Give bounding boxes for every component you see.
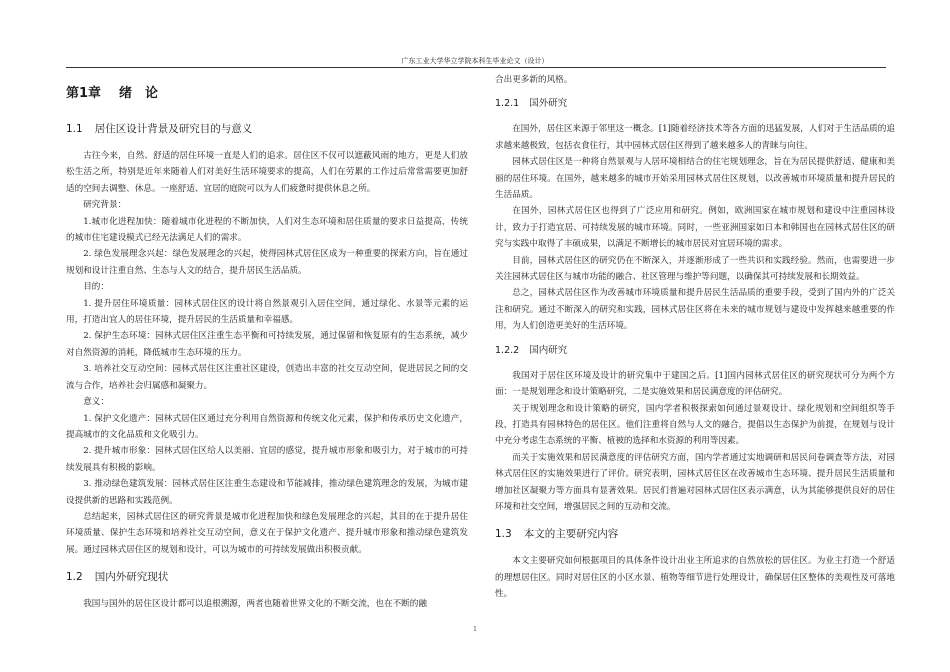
chapter-title: 绪 论 (119, 86, 159, 101)
section-title: 国内外研究现状 (94, 571, 169, 584)
section-number: 1.3 (495, 528, 512, 541)
header-rule (66, 67, 886, 68)
purpose-item-3: 3. 培养社交互动空间：园林式居住区注重社区建设，创造出丰富的社交互动空间，促进居民之间的交流与合作，培养社会归属感和凝聚力。 (66, 364, 468, 391)
section-number: 1.1 (66, 123, 83, 135)
subsection-1-2-1-heading (495, 96, 895, 112)
subsection-1-2-2-heading (495, 343, 895, 359)
meaning-item-3: 3. 推动绿色建筑发展：园林式居住区注重生态建设和节能减排，推动绿色建筑理念的发展，为城市建设提供新的思路和实践范例。 (66, 479, 468, 506)
right-column (495, 72, 895, 603)
subsection-number: 1.2.2 (495, 344, 520, 356)
section-title: 本文的主要研究内容 (523, 528, 619, 541)
main-content-paragraph: 本文主要研究如何根据项目的具体条件设计出业主所追求的自然放松的居住区。为业主打造一个舒适的理想居住区。同时对居住区的小区水景、植物等细节进行处理设计，确保居住区整体的美观性及可落地性。 (495, 556, 895, 600)
meaning-label: 意义： (83, 397, 109, 408)
continued-line: 合出更多新的风格。 (495, 75, 573, 85)
section-number: 1.2 (66, 571, 83, 584)
abroad-paragraph-5: 总之，园林式居住区作为改善城市环境质量和提升居民生活品质的重要手段，受到了国内外的广泛关注和研究。通过不断深入的研究和实践，园林式居住区将在未来的城市规划与建设中发挥越来越重要的作用，为人们创造更美好的生活环境。 (495, 288, 895, 332)
chapter-number: 第1章 (66, 86, 102, 101)
domestic-paragraph-2: 关于规划理念和设计策略的研究，国内学者积极探索如何通过景观设计、绿化规划和空间组织等手段，打造具有园林特色的居住区。他们注重将自然与人文的融合，提倡以生态保护为前提，在规划与设计中充分考虑生态系统的平衡、植被的选择和水资源的利用等因素。 (495, 403, 895, 447)
background-item-2: 2. 绿色发展理念兴起：绿色发展理念的兴起，使得园林式居住区成为一种重要的探索方向，旨在通过规划和设计注重自然、生态与人文的结合，提升居民生活品质。 (66, 249, 468, 276)
section-title: 居住区设计背景及研究目的与意义 (94, 123, 253, 135)
purpose-item-2: 2. 保护生态环境：园林式居住区注重生态平衡和可持续发展，通过保留和恢复原有的生态系统，减少对自然资源的消耗，降低城市生态环境的压力。 (66, 331, 468, 358)
summary-paragraph: 总结起来，园林式居住区的研究背景是城市化进程加快和绿色发展理念的兴起，其目的在于提升居住环境质量、保护生态环境和培养社交互动空间，意义在于保护文化遗产、提升城市形象和推动绿色建筑发展。通过园林式居住区的规划和设计，可以为城市的可持续发展做出积极贡献。 (66, 511, 468, 555)
page-number: 1 (473, 626, 477, 633)
section-1-2-heading (66, 569, 468, 585)
subsection-title: 国外研究 (529, 98, 568, 110)
meaning-item-2: 2. 提升城市形象：园林式居住区给人以美丽、宜居的感觉，提升城市形象和吸引力，对于城市的可持续发展具有积极的影响。 (66, 446, 468, 473)
domestic-paragraph-3: 而关于实施效果和居民满意度的评估研究方面，国内学者通过实地调研和居民问卷调查等方法，对园林式居住区的实施效果进行了评价。研究表明，园林式居住区在改善城市生态环境、提升居民生活质量和增加社区凝聚力等方面具有显著效果。居民们普遍对园林式居住区表示满意，认为其能够提供良好的居住环境和社交空间，增强居民之间的互动和交流。 (495, 452, 895, 512)
running-header: 广东工业大学华立学院本科生毕业论文（设计） (401, 57, 549, 65)
abroad-paragraph-2: 园林式居住区是一种将自然景观与人居环境相结合的住宅规划理念，旨在为居民提供舒适、健康和美丽的居住环境。在国外，越来越多的城市开始采用园林式居住区规划，以改善城市环境质量和提升居民的生活品质。 (495, 157, 895, 201)
background-label: 研究背景： (83, 200, 127, 211)
research-status-paragraph: 我国与国外的居住区设计都可以追根溯源，两者也随着世界文化的不断交流，也在不断的融 (83, 599, 427, 610)
abroad-paragraph-4: 目前，园林式居住区的研究仍在不断深入，并逐渐形成了一些共识和实践经验。然而，也需要进一步关注园林式居住区与城市功能的融合、社区管理与维护等问题，以确保其可持续发展和长期效益。 (495, 255, 895, 283)
meaning-item-1: 1. 保护文化遗产：园林式居住区通过充分利用自然资源和传统文化元素，保护和传承历史文化遗产，提高城市的文化品质和文化吸引力。 (66, 413, 468, 440)
intro-paragraph: 古往今来，自然、舒适的居住环境一直是人们的追求。居住区不仅可以遮蔽风雨的地方，更是人们放松生活之所，特别是近年来随着人们对美好生活环境要求的提高，人们在劳累的工作过后常常需要更加舒适的空间去调整、休息。一座舒适、宜居的庭院可以为人们疲惫时提供休息之所。 (66, 151, 468, 194)
section-1-1-heading (66, 121, 468, 137)
abroad-paragraph-1: 在国外，居住区来源于邻里这一概念。[1]随着经济技术等各方面的迅猛发展，人们对于生活品质的追求越来越极致，包括衣食住行，其中园林式居住区得到了越来越多人的青睐与向往。 (495, 124, 895, 151)
purpose-label: 目的： (83, 282, 109, 293)
chapter-heading (66, 85, 468, 103)
purpose-item-1: 1. 提升居住环境质量：园林式居住区的设计将自然景观引入居住空间，通过绿化、水景等元素的运用，打造出宜人的居住环境，提升居民的生活质量和幸福感。 (66, 298, 468, 326)
background-item-1: 1.城市化进程加快：随着城市化进程的不断加快，人们对生态环境和居住质量的要求日益提高，传统的城市住宅建设模式已经无法满足人们的需求。 (66, 216, 468, 244)
left-column (66, 72, 468, 613)
domestic-paragraph-1: 我国对于居住区环境及设计的研究集中于建国之后。[1]国内园林式居住区的研究现状可分为两个方面：一是规划理念和设计策略研究，二是实施效果和居民满意度的评估研究。 (495, 370, 895, 398)
subsection-title: 国内研究 (529, 344, 568, 356)
abroad-paragraph-3: 在国外，园林式居住区也得到了广泛应用和研究。例如，欧洲国家在城市规划和建设中注重园林设计，致力于打造宜居、可持续发展的城市环境。同时，一些亚洲国家如日本和韩国也在园林式居住区的研究与实践中取得了丰硕成果，以满足不断增长的城市居民对宜居环境的需求。 (495, 206, 895, 250)
subsection-number: 1.2.1 (495, 98, 520, 110)
section-1-3-heading (495, 526, 895, 542)
